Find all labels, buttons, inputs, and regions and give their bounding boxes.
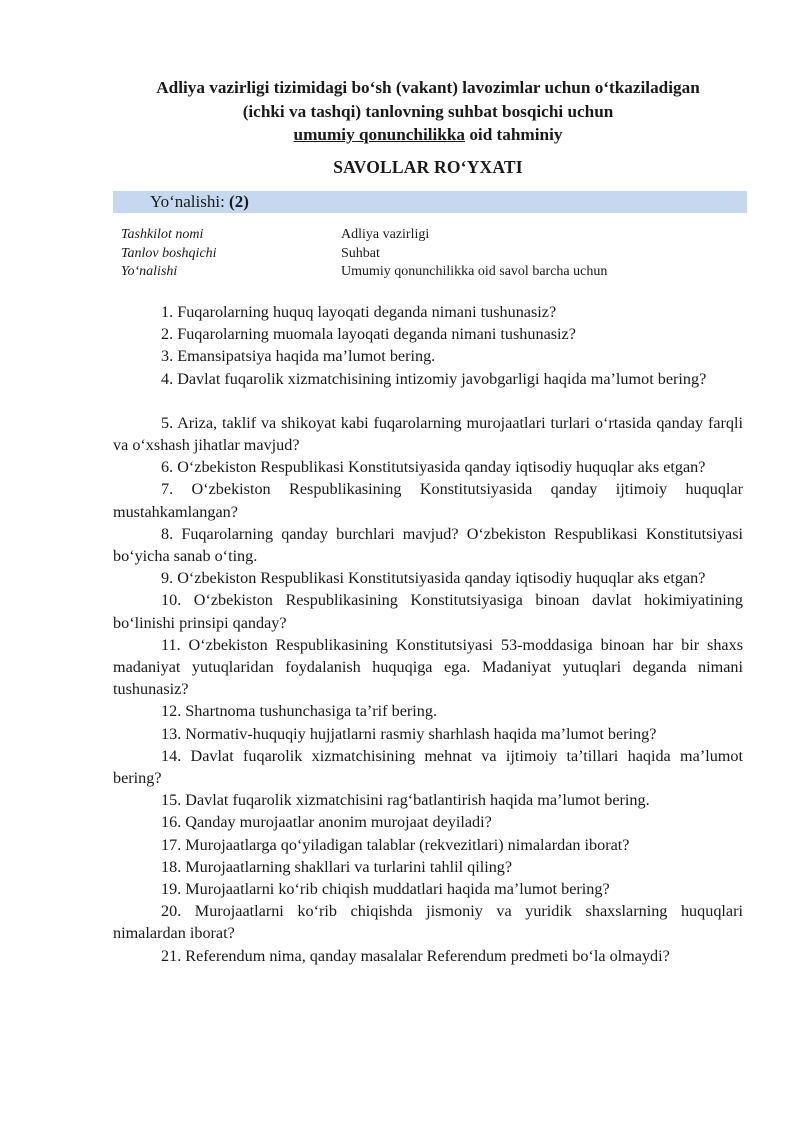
title-line-3 (100, 123, 756, 147)
title-underlined-text: umumiy qonunchilikka (293, 125, 466, 144)
question-item: 16. Qanday murojaatlar anonim murojaat deyiladi? (161, 813, 492, 832)
question-item: 3. Emansipatsiya haqida ma’lumot bering. (161, 347, 436, 366)
info-key: Tanlov boshqichi (121, 245, 217, 261)
question-item: 6. O‘zbekiston Respublikasi Konstitutsiyasida qanday iqtisodiy huquqlar aks etgan? (161, 458, 706, 477)
question-item: 7. O‘zbekiston Respublikasining Konstitutsiyasida qanday ijtimoiy huquqlar mustahkamlangan? (113, 480, 743, 521)
question-item: 9. O‘zbekiston Respublikasi Konstitutsiyasida qanday iqtisodiy huquqlar aks etgan? (161, 569, 706, 588)
question-item: 4. Davlat fuqarolik xizmatchisining intizomiy javobgarligi haqida ma’lumot bering? (161, 369, 707, 388)
direction-label: Yo‘nalishi: (150, 192, 230, 211)
question-item: 5. Ariza, taklif va shikoyat kabi fuqarolarning murojaatlari turlari o‘rtasida qanday farqli va o‘xshash jihatlar mavjud? (113, 413, 743, 455)
question-item: 8. Fuqarolarning qanday burchlari mavjud? O‘zbekiston Respublikasi Konstitutsiyasi bo‘yicha sanab o‘ting. (113, 524, 743, 566)
title-line-1: Adliya vazirligi tizimidagi bo‘sh (vakant) lavozimlar uchun o‘tkaziladigan (156, 78, 700, 97)
info-row (121, 263, 741, 282)
title-line-3-rest: oid tahminiy (465, 125, 563, 144)
info-value: Suhbat (341, 245, 380, 261)
direction-value: (2) (229, 192, 249, 211)
title-line-2: (ichki va tashqi) tanlovning suhbat bosqichi uchun (242, 101, 614, 121)
info-row (121, 226, 741, 245)
question-item: 10. O‘zbekiston Respublikasining Konstitutsiyasiga binoan davlat hokimiyatining bo‘linishi prinsipi qanday? (113, 591, 743, 632)
question-item: 15. Davlat fuqarolik xizmatchisini rag‘batlantirish haqida ma’lumot bering. (161, 791, 650, 810)
info-value: Umumiy qonunchilikka oid savol barcha uchun (341, 264, 608, 279)
document-subtitle: SAVOLLAR RO‘YXATI (333, 157, 523, 177)
question-item: 14. Davlat fuqarolik xizmatchisining mehnat va ijtimoiy ta’tillari haqida ma’lumot bering? (113, 746, 743, 788)
questions-list (113, 301, 743, 967)
info-key: Tashkilot nomi (121, 227, 204, 242)
info-row (121, 245, 741, 264)
direction-band (113, 191, 747, 213)
direction-label-wrap (150, 191, 249, 213)
question-item: 18. Murojaatlarning shakllari va turlarini tahlil qiling? (161, 857, 513, 876)
question-item: 11. O‘zbekiston Respublikasining Konstitutsiyasi 53-moddasiga binoan har bir shaxs madaniyat yutuqlaridan foydalanish huquqiga ega. Madaniyat yutuqlari deganda nimani tushunasiz? (113, 635, 743, 699)
question-item: 20. Murojaatlarni ko‘rib chiqishda jismoniy va yuridik shaxslarning huquqlari nimalardan iborat? (113, 902, 743, 943)
document-title (100, 76, 756, 147)
question-item: 1. Fuqarolarning huquq layoqati deganda nimani tushunasiz? (161, 303, 557, 321)
question-item: 21. Referendum nima, qanday masalalar Referendum predmeti bo‘la olmaydi? (161, 946, 670, 965)
question-item: 2. Fuqarolarning muomala layoqati deganda nimani tushunasiz? (161, 325, 576, 344)
question-item: 12. Shartnoma tushunchasiga ta’rif bering. (161, 702, 438, 721)
question-item: 13. Normativ-huquqiy hujjatlarni rasmiy sharhlash haqida ma’lumot bering? (161, 724, 657, 743)
question-item: 17. Murojaatlarga qo‘yiladigan talablar (rekvezitlari) nimalardan iborat? (161, 835, 630, 854)
question-item: 19. Murojaatlarni ko‘rib chiqish muddatlari haqida ma’lumot bering? (161, 880, 610, 899)
info-value: Adliya vazirligi (341, 227, 430, 242)
info-table (121, 226, 741, 282)
info-key: Yo‘nalishi (121, 264, 178, 279)
